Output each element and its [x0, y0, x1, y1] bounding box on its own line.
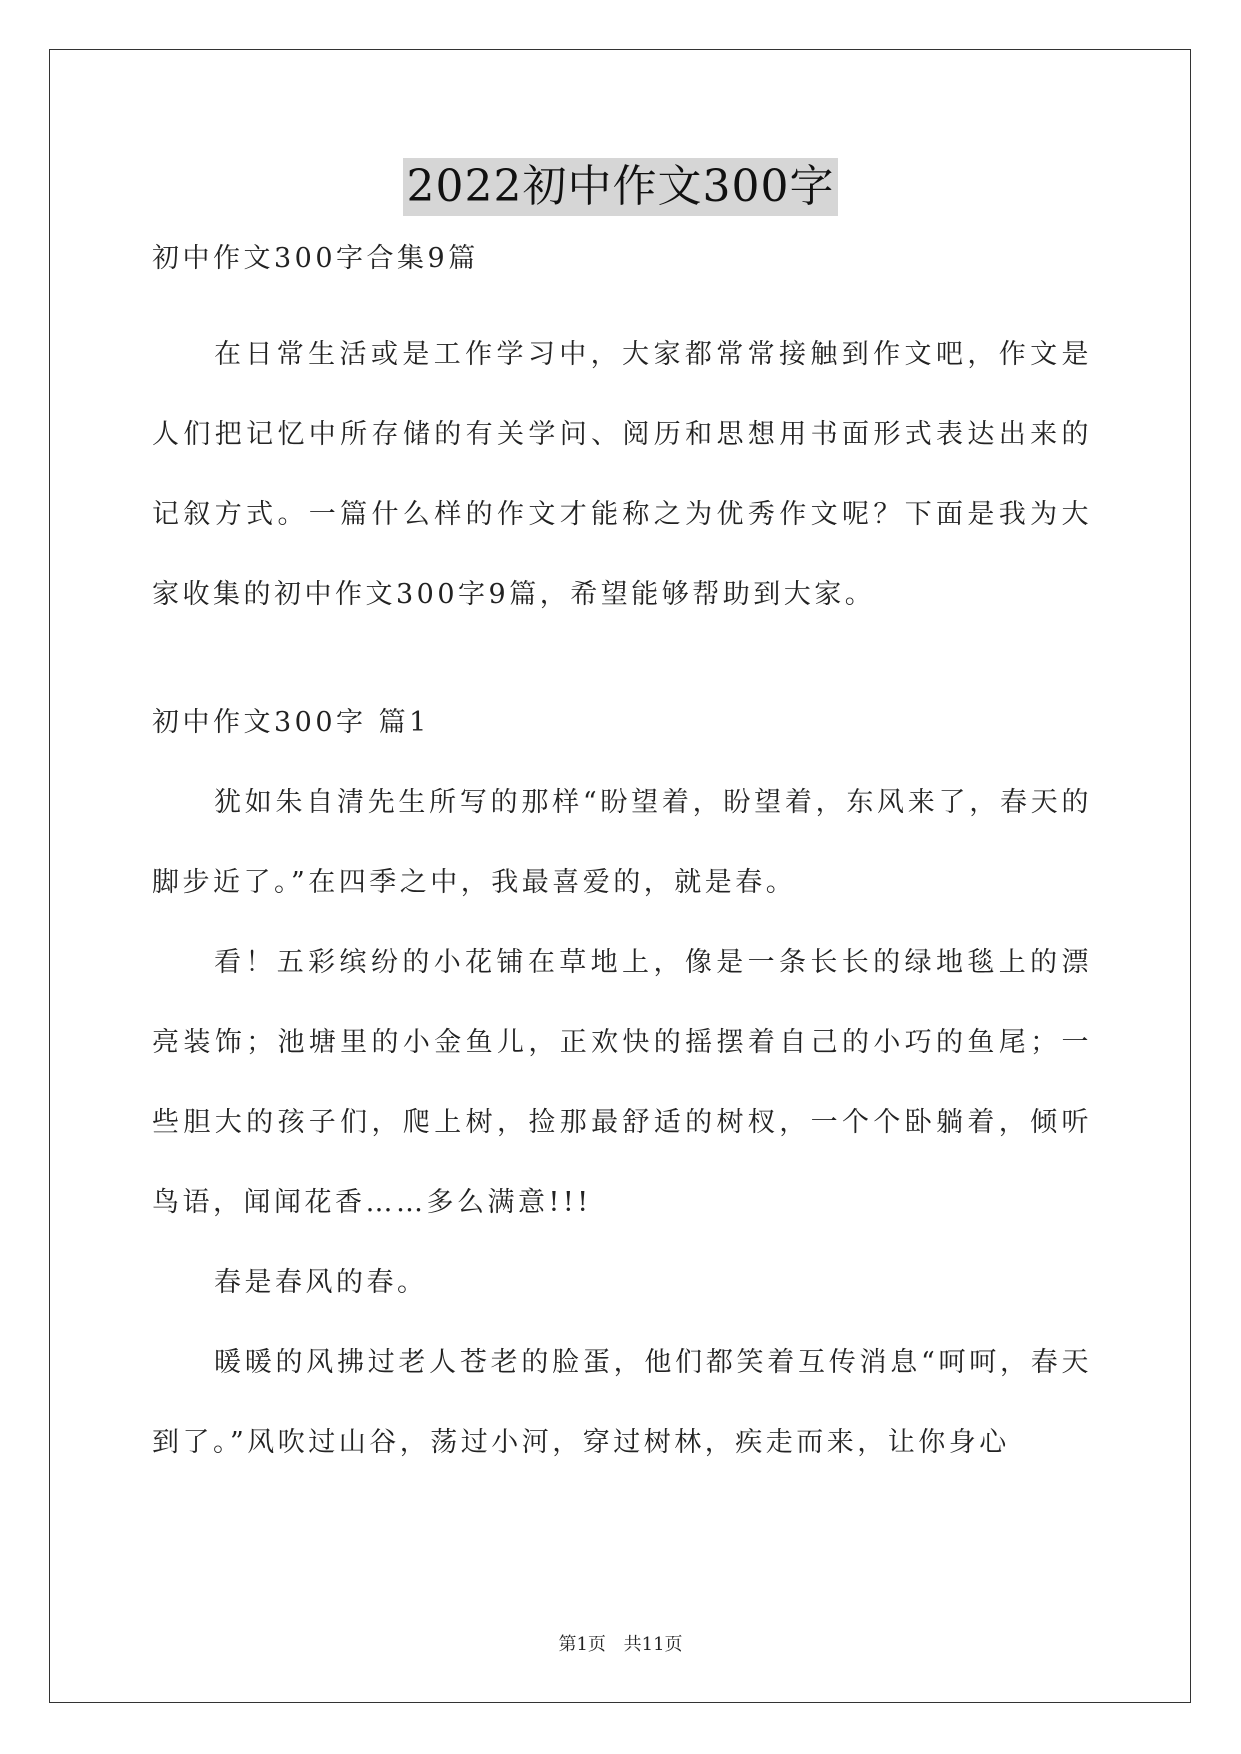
body-paragraph: 犹如朱自清先生所写的那样“盼望着，盼望着，东风来了，春天的脚步近了。”在四季之中，我最喜爱的，就是春。: [152, 787, 1092, 898]
body-paragraph: 看！五彩缤纷的小花铺在草地上，像是一条长长的绿地毯上的漂亮装饰；池塘里的小金鱼儿，正欢快的摇摆着自己的小巧的鱼尾；一些胆大的孩子们，爬上树，捡那最舒适的树杈，一个个卧躺着，倾听鸟语，闻闻花香……多么满意!!!: [152, 947, 1092, 1218]
page-number: 第1页: [558, 1634, 606, 1655]
intro-paragraph: 在日常生活或是工作学习中，大家都常常接触到作文吧，作文是人们把记忆中所存储的有关学问、阅历和思想用书面形式表达出来的记叙方式。一篇什么样的作文才能称之为优秀作文呢？下面是我为大家收集的初中作文300字9篇，希望能够帮助到大家。: [152, 339, 1092, 610]
page-total: 共11页: [623, 1634, 683, 1655]
body-paragraph: 春是春风的春。: [214, 1267, 428, 1298]
section-heading: 初中作文300字 篇1: [152, 707, 430, 738]
page-footer: [0, 1630, 1241, 1656]
collection-subtitle: 初中作文300字合集9篇: [152, 243, 479, 274]
title-container: [0, 158, 1241, 216]
document-body: [152, 235, 1092, 1483]
body-paragraph: 暖暖的风拂过老人苍老的脸蛋，他们都笑着互传消息“呵呵，春天到了。”风吹过山谷，荡过小河，穿过树林，疾走而来，让你身心: [152, 1347, 1092, 1458]
section-spacer: [152, 635, 1092, 683]
document-title: 2022初中作文300字: [403, 158, 839, 216]
